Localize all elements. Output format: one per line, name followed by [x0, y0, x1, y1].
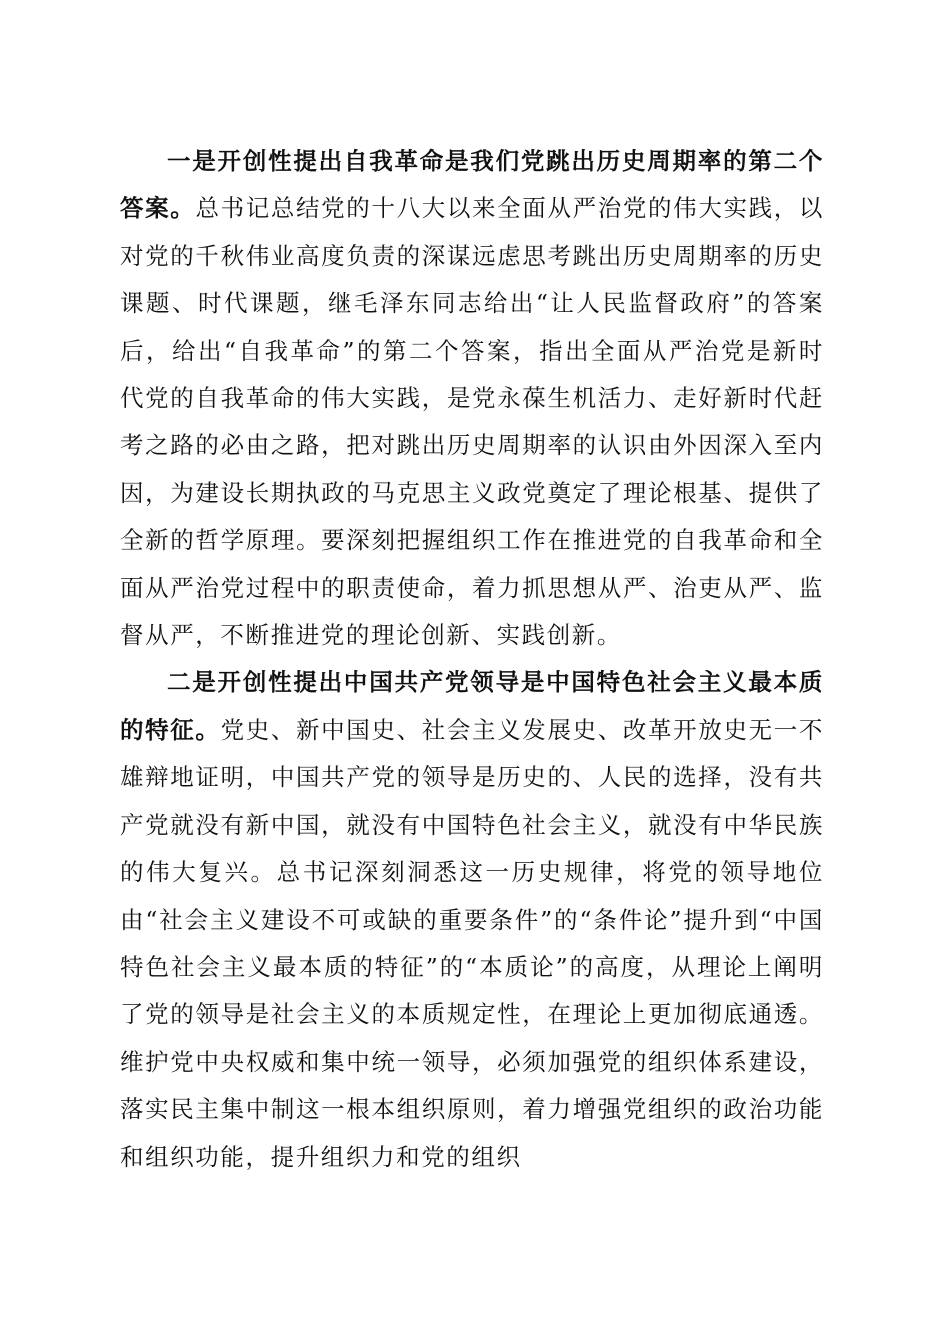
- paragraph-1: [120, 138, 824, 659]
- document-body: [120, 138, 824, 1181]
- paragraph-2-body: 党史、新中国史、社会主义发展史、改革开放史无一不雄辩地证明，中国共产党的领导是历史的、人民的选择，没有共产党就没有新中国，就没有中国特色社会主义，就没有中华民族的伟大复兴。总书记深刻洞悉这一历史规律，将党的领导地位由“社会主义建设不可或缺的重要条件”的“条件论”提升到“中国特色社会主义最本质的特征”的“本质论”的高度，从理论上阐明了党的领导是社会主义的本质规定性，在理论上更加彻底通透。维护党中央权威和集中统一领导，必须加强党的组织体系建设，落实民主集中制这一根本组织原则，着力增强党组织的政治功能和组织功能，提升组织力和党的组织: [120, 715, 824, 1171]
- paragraph-1-lead: 一是开创性提出自我革命是我们党跳出历史周期率的第二个答案。: [120, 147, 824, 223]
- paragraph-2: [120, 659, 824, 1180]
- paragraph-2-lead: 二是开创性提出中国共产党领导是中国特色社会主义最本质的特征。: [120, 668, 824, 744]
- paragraph-1-body: 总书记总结党的十八大以来全面从严治党的伟大实践，以对党的千秋伟业高度负责的深谋远虑思考跳出历史周期率的历史课题、时代课题，继毛泽东同志给出“让人民监督政府”的答案后，给出“自我革命”的第二个答案，指出全面从严治党是新时代党的自我革命的伟大实践，是党永葆生机活力、走好新时代赶考之路的必由之路，把对跳出历史周期率的认识由外因深入至内因，为建设长期执政的马克思主义政党奠定了理论根基、提供了全新的哲学原理。要深刻把握组织工作在推进党的自我革命和全面从严治党过程中的职责使命，着力抓思想从严、治吏从严、监督从严，不断推进党的理论创新、实践创新。: [120, 194, 824, 650]
